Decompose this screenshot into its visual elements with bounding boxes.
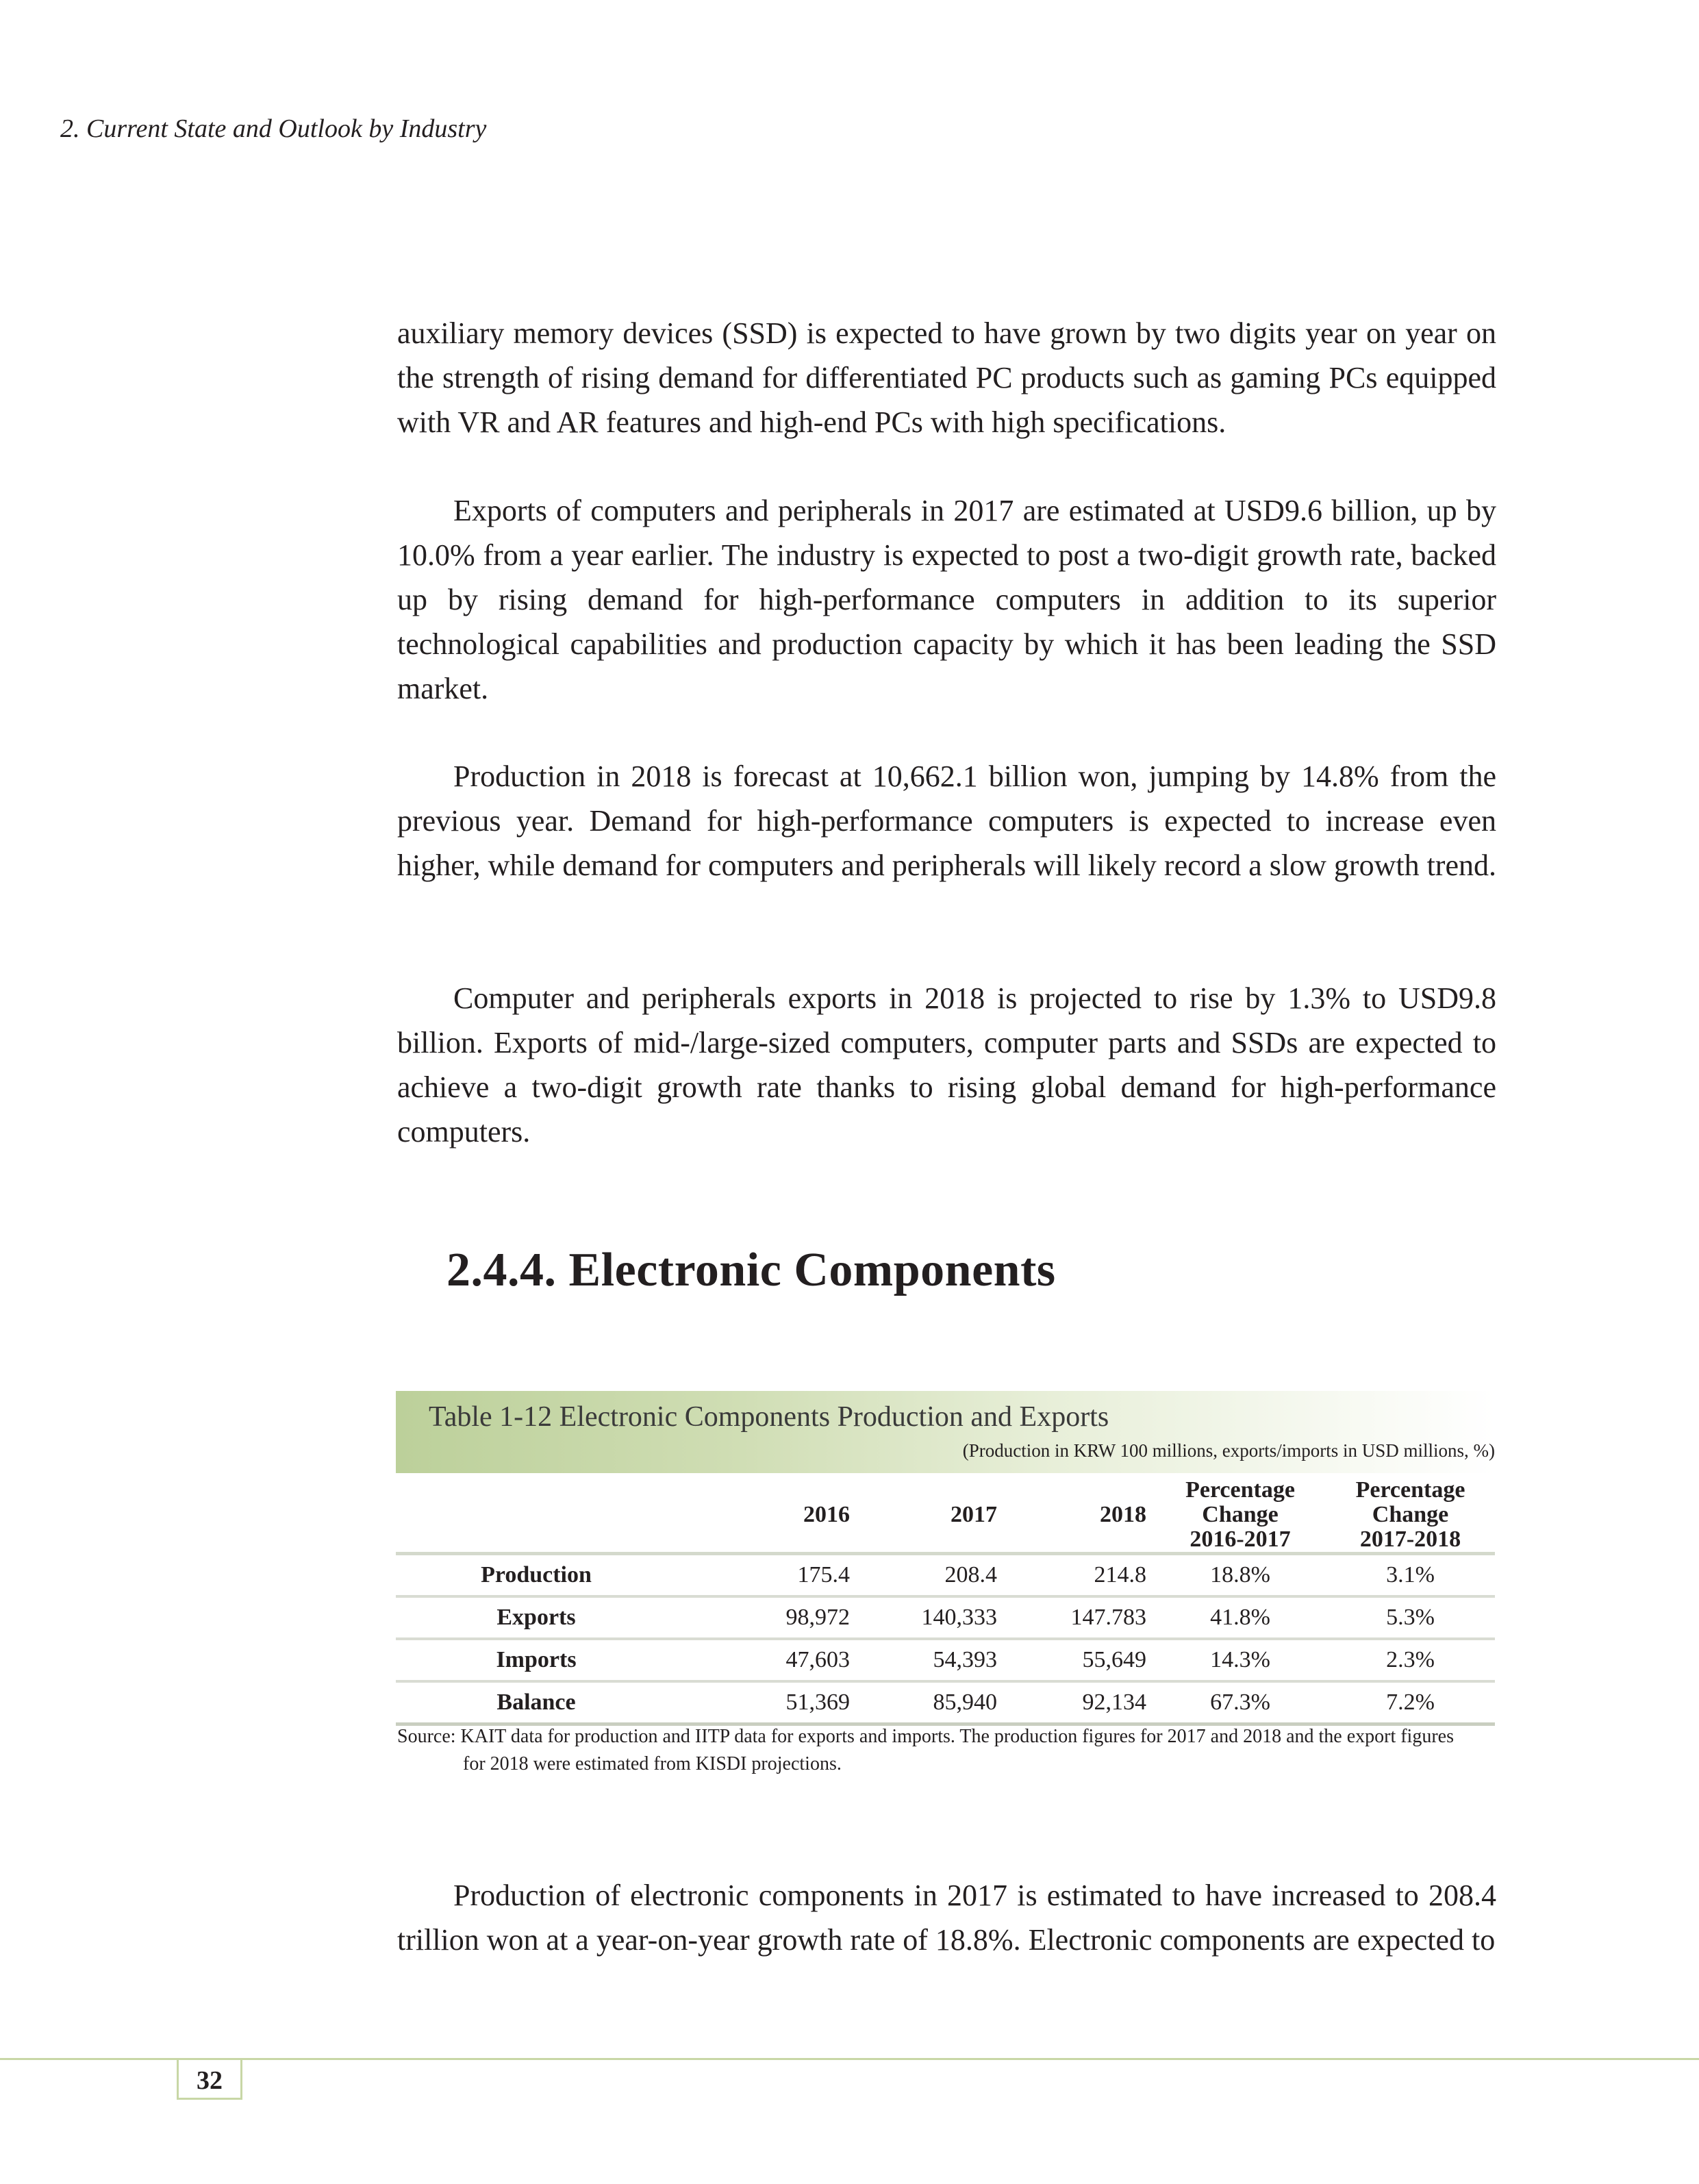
cell-2016: 47,603 bbox=[677, 1639, 858, 1681]
paragraph-text: Exports of computers and peripherals in 2017 are estimated at USD9.6 billion, up by 10.0% from a year earlier. The industry is expected to post a two-digit growth rate, backed up by rising demand for high-performance computers in addition to its superior technological capabilities and production capacity by which it has been leading the SSD market. bbox=[397, 494, 1496, 705]
page-number: 32 bbox=[197, 2066, 223, 2095]
table-unit-note: (Production in KRW 100 millions, exports/imports in USD millions, %) bbox=[962, 1440, 1495, 1461]
cell-2018: 214.8 bbox=[1005, 1554, 1155, 1597]
source-line-2: for 2018 were estimated from KISDI projections. bbox=[463, 1753, 842, 1774]
table-title: Table 1-12 Electronic Components Production and Exports bbox=[429, 1401, 1109, 1433]
table-header-row bbox=[396, 1478, 1495, 1554]
paragraph-text: Production of electronic components in 2017 is estimated to have increased to 208.4 trillion won at a year-on-year growth rate of 18.8%. Electronic components are expected to bbox=[397, 1879, 1496, 1957]
cell-pct-change-1: 41.8% bbox=[1155, 1596, 1326, 1639]
data-table bbox=[396, 1478, 1495, 1726]
table-row bbox=[396, 1596, 1495, 1639]
cell-pct-change-2: 3.1% bbox=[1326, 1554, 1495, 1597]
footer-rule bbox=[0, 2058, 1699, 2060]
running-header: 2. Current State and Outlook by Industry bbox=[60, 114, 487, 143]
page-number-box bbox=[177, 2060, 242, 2100]
paragraph-text: Computer and peripherals exports in 2018 is projected to rise by 1.3% to USD9.8 billion. Exports of mid-/large-sized computers, computer parts and SSDs are expected to achieve a two-digit growth rate thanks to rising global demand for high-performance computers. bbox=[397, 981, 1496, 1149]
row-label: Imports bbox=[396, 1639, 677, 1681]
cell-2016: 98,972 bbox=[677, 1596, 858, 1639]
cell-pct-change-1: 18.8% bbox=[1155, 1554, 1326, 1597]
header-line: 2017-2018 bbox=[1359, 1527, 1461, 1552]
cell-pct-change-2: 5.3% bbox=[1326, 1596, 1495, 1639]
section-heading: 2.4.4. Electronic Components bbox=[446, 1244, 1056, 1296]
table-source-note bbox=[397, 1723, 1496, 1778]
body-paragraph-4 bbox=[397, 976, 1496, 1154]
header-line: 2016-2017 bbox=[1190, 1527, 1291, 1552]
cell-2018: 55,649 bbox=[1005, 1639, 1155, 1681]
cell-2017: 140,333 bbox=[858, 1596, 1005, 1639]
source-line-1: Source: KAIT data for production and IITP data for exports and imports. The production figures for 2017 and 2018 and the export figures bbox=[397, 1726, 1454, 1747]
row-label: Balance bbox=[396, 1681, 677, 1724]
header-2018: 2018 bbox=[1100, 1502, 1146, 1527]
body-paragraph-2 bbox=[397, 488, 1496, 711]
cell-2017: 85,940 bbox=[858, 1681, 1005, 1724]
cell-2017: 208.4 bbox=[858, 1554, 1005, 1597]
header-2017: 2017 bbox=[951, 1502, 997, 1527]
table-row bbox=[396, 1681, 1495, 1724]
cell-2017: 54,393 bbox=[858, 1639, 1005, 1681]
header-pct-change-2017-2018 bbox=[1326, 1478, 1495, 1554]
cell-pct-change-1: 14.3% bbox=[1155, 1639, 1326, 1681]
header-line: Percentage Change bbox=[1185, 1477, 1295, 1527]
cell-2018: 92,134 bbox=[1005, 1681, 1155, 1724]
cell-pct-change-2: 2.3% bbox=[1326, 1639, 1495, 1681]
paragraph-text: auxiliary memory devices (SSD) is expected to have grown by two digits year on year on the strength of rising demand for differentiated PC products such as gaming PCs equipped with VR and AR features and high-end PCs with high specifications. bbox=[397, 316, 1496, 439]
cell-pct-change-2: 7.2% bbox=[1326, 1681, 1495, 1724]
table-row bbox=[396, 1639, 1495, 1681]
cell-pct-change-1: 67.3% bbox=[1155, 1681, 1326, 1724]
row-label: Exports bbox=[396, 1596, 677, 1639]
body-paragraph-5 bbox=[397, 1873, 1496, 1962]
header-pct-change-2016-2017 bbox=[1155, 1478, 1326, 1554]
cell-2016: 175.4 bbox=[677, 1554, 858, 1597]
cell-2018: 147.783 bbox=[1005, 1596, 1155, 1639]
table-row bbox=[396, 1554, 1495, 1597]
header-line: Percentage Change bbox=[1355, 1477, 1465, 1527]
body-paragraph-3 bbox=[397, 754, 1496, 888]
header-empty bbox=[396, 1478, 677, 1554]
cell-2016: 51,369 bbox=[677, 1681, 858, 1724]
header-2016: 2016 bbox=[803, 1502, 850, 1527]
table-caption-bar bbox=[396, 1391, 1495, 1473]
paragraph-text: Production in 2018 is forecast at 10,662.1 billion won, jumping by 14.8% from the previous year. Demand for high-performance computers is expected to increase even higher, while demand for computers and peripherals will likely record a slow growth trend. bbox=[397, 760, 1496, 882]
body-paragraph-1 bbox=[397, 311, 1496, 444]
row-label: Production bbox=[396, 1554, 677, 1597]
